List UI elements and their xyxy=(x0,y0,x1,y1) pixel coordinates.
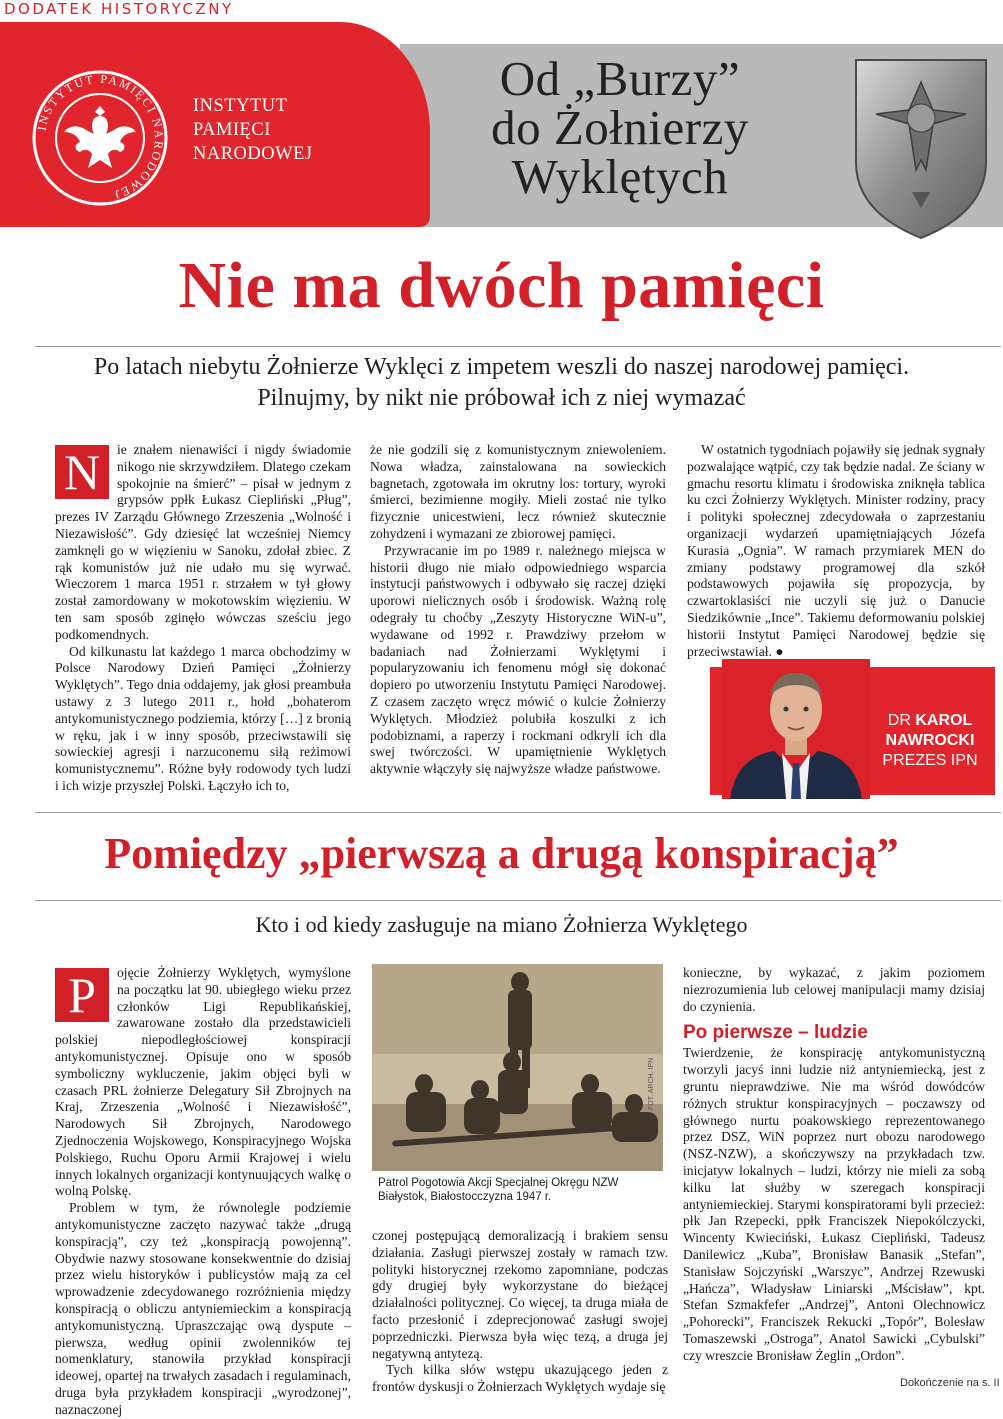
author-portrait-icon xyxy=(722,659,870,799)
photo-credit: FOT. ARCH. IPN xyxy=(648,1057,655,1110)
article1-lead-line: Pilnujmy, by nikt nie próbował ich z niej wymazać xyxy=(257,385,746,411)
paragraph: Przywracanie im po 1989 r. należnego miejsca w historii długo nie miało odpowiedniego wsparcia instytucji państwowych i odbywało się raczej dzięki uporowi nielicznych osób i środowisk. Ważną rolę odegrały tu choćby „Zeszyty Historyczne WiN-u”, wydawane od 1992 r. Prawdziwy przełom w badaniach nad Żołnierzami Wyklętymi i popularyzowaniu ich fenomenu mógł się dokonać dopiero po utworzeniu Instytutu Pamięci Narodowej. Z czasem zaczęto wręcz mówić o kulcie Żołnierzy Wyklętych. Młodzież polubiła koszulki z ich podobiznami, a raperzy i rockmani odkryli ich dla swej twórczości. W upamiętnienie Wyklętych aktywnie włączyły się najwyższe władze państwowe. xyxy=(370,542,666,777)
article1-headline: Nie ma dwóch pamięci xyxy=(178,249,825,322)
article2-subtitle: Kto i od kiedy zasługuje na miano Żołnierza Wyklętego xyxy=(255,912,748,937)
ipn-name-line: NARODOWEJ xyxy=(193,144,313,164)
paragraph: czonej postępującą demoralizacją i brakiem sensu działania. Zasługi pierwszej zostały w ramach tzw. polityki historycznej rzekomo zapomniane, podczas gdy drugiej były wykorzystane do bieżącej działalności politycznej. Co więcej, ta druga miała de facto przesłonić i zdeprecjonować zasługi swojej poprzedniczki. Pierwsza była więc tezą, a druga jej negatywną antytezą. xyxy=(372,1228,668,1361)
continuation-note: Dokończenie na s. II xyxy=(900,1377,1000,1389)
ipn-name xyxy=(193,94,313,166)
article1-lead-line: Po latach niebytu Żołnierze Wyklęci z impetem weszli do naszej narodowej pamięci. xyxy=(93,354,910,380)
supplement-label: DODATEK HISTORYCZNY xyxy=(4,0,234,18)
author-last-name: NAWROCKI xyxy=(885,732,975,749)
author-byline xyxy=(874,711,986,771)
supplement-title-line: Od „Burzy” xyxy=(499,51,741,106)
paragraph: ojęcie Żołnierzy Wyklętych, wymyślone na początku lat 90. ubiegłego wieku przez członków Ligi Republikańskiej, zawarowane zostało dla przedstawicieli polskiej niepodległościowej konspiracji antykomunistycznej. Opisuje ono w sposób symboliczny wykluczenie, jakim objęci byli w czasach PRL żołnierze Delegatury Sił Zbrojnych na Kraj, Zrzeszenia „Wolność i Niezawisłość”, Narodowych Sił Zbrojnych, Narodowego Zjednoczenia Wojskowego, Konspiracyjnego Wojska Polskiego, Ruchu Oporu Armii Krajowej i wielu innych lokalnych organizacji kontynuujących walkę o wolną Polskę. xyxy=(55,965,351,1199)
article1-column-3 xyxy=(687,442,985,660)
divider xyxy=(35,900,1001,901)
ipn-name-line: PAMIĘCI xyxy=(193,120,271,140)
anchor-cross-badge-icon xyxy=(846,52,996,242)
author-role: PREZES IPN xyxy=(882,752,978,769)
paragraph: Problem w tym, że równolegle podziemie antykomunistyczne zaczęto nazywać także „drugą konspiracją”, czy też „konspiracją powojenną”. Obydwie nazwy stosowane konsekwentnie do dzisiaj przez wielu historyków i publicystów mają za cel wprowadzenie zdecydowanego rozróżnienia między konspiracją o obliczu antyniemieckim a konspiracją antykomunistyczną. Upraszczając ową dyspute – pierwsza, według opinii zwolenników tej nomenklatury, stanowiła przykład konspiracji ideowej, opartej na trwałych zasadach i regulaminach, druga była przykładem konspiracji „wyrodzonej”, naznaczonej xyxy=(55,1200,351,1417)
paragraph: Od kilkunastu lat każdego 1 marca obchodzimy w Polsce Narodowy Dzień Pamięci „Żołnierzy Wyklętych”. Tego dnia oddajemy, jak głosi preambuła ustawy z 3 lutego 2011 r., hołd „bohaterom antykomunistycznego podziemia, którzy […] z bronią w ręku, jak i w inny sposób, przeciwstawili się sowieckiej agresji i narzuconemu siłą reżimowi komunistycznemu”. Różne były rodowody tych ludzi i ich wizje przyszłej Polski. Łączyło ich to, xyxy=(55,643,351,793)
masthead-banner xyxy=(0,22,1003,227)
divider xyxy=(35,812,1001,813)
article1-lead xyxy=(0,352,1003,414)
supplement-title xyxy=(420,51,820,204)
author-box xyxy=(710,667,995,795)
dropcap: N xyxy=(55,445,109,499)
article2-column-3 xyxy=(683,965,985,1365)
ipn-seal-icon xyxy=(30,68,170,208)
section-subhead: Po pierwsze – ludzie xyxy=(683,1022,868,1044)
article1-column-1 xyxy=(55,442,351,795)
paragraph: że nie godzili się z komunistycznym zniewoleniem. Nowa władza, zainstalowana na sowieckich bagnetach, zgotowała im okrutny los: tortury, wyroki śmierci, bezimienne mogiły. Mieli zostać nie tylko fizycznie unicestwieni, lecz również skutecznie zohydzeni i wymazani ze zbiorowej pamięci. xyxy=(370,442,666,541)
author-first-name: KAROL xyxy=(915,712,973,729)
divider xyxy=(35,346,1001,347)
paragraph: Twierdzenie, że konspirację antykomunistyczną tworzyli jacyś inni ludzie niż antyniemiecką, jest z gruntu nieprawdziwe. Nie ma wśród dowódców różnych struktur konspiracyjnych – poczawszy od głównego nurtu poakowskiego reprezentowanego przez DSZ, WiN poprzez nurt obozu narodowego (NSZ-NZW), a skończywszy na przykładach tzw. inicjatyw lokalnych – ludzi, którzy nie mieli za sobą kilku lat służby w szeregach konspiracji antyniemieckiej. Starymi konspiratorami byli przecież: płk Jan Rzepecki, ppłk Franciszek Niepokólczycki, Wincenty Kwieciński, Łukasz Ciepliński, Tadeusz Danilewicz „Kuba”, Bronisław Banasik „Stefan”, Stanisław Sojczyński „Warszyc”, Andrzej Rzewuski „Hańcza”, Władysław Liniarski „Mścisław”, kpt. Stefan Szmakfefer „Andrzej”, Antoni Olechnowicz „Pohorecki”, Franciszek Rekucki „Topór”, Bolesław Tomaszewski „Ostroga”, Anatol Sawicki „Cybulski” czy wreszcie Bronisław Żeglin „Ordon”. xyxy=(683,1045,985,1363)
paragraph: W ostatnich tygodniach pojawiły się jednak sygnały pozwalające wątpić, czy tak będzie nadal. Ze ściany w gmachu resortu klimatu i środowiska zniknęła tablica ku czci Żołnierzy Wyklętych. Minister rodziny, pracy i polityki społecznej zdecydowała o zaprzestaniu organizacji wydarzeń upamiętniających Józefa Kurasia „Ognia”. W ramach przymiarek MEN do zmiany podstawy programowej dla szkół podstawowych pojawiła się propozycja, by czwartoklasiści nie uczyli się już o Danucie Siedzikównie „Ince”. Takiemu deformowaniu polskiej historii Instytut Pamięci Narodowej będzie się przeciwstawiał. ● xyxy=(687,442,985,659)
article1-column-2 xyxy=(370,442,666,778)
photo-caption: Patrol Pogotowia Akcji Specjalnej Okręgu NZW Białystok, Białostocczyzna 1947 r. xyxy=(378,1177,619,1203)
paragraph: ie znałem nienawiści i nigdy świadomie nikogo nie skrzywdziłem. Dlatego czekam spokojnie na śmierć” – pisał w jednym z grypsów ppłk Łukasz Ciepliński „Pług”, prezes IV Zarządu Głównego Zrzeszenia „Wolność i Niezawisłość”. Gdy dziesięć lat wcześniej Niemcy zamknęli go w więzieniu w Sanoku, zdołał zbiec. Z rąk komunistów już nie udało mu się wyrwać. Wieczorem 1 marca 1951 r. strzałem w tył głowy został zamordowany w mokotowskim więzieniu. W ten sam sposób zginęło wówczas sześciu jego podkomendnych. xyxy=(55,442,351,642)
article2-headline: Pomiędzy „pierwszą a drugą konspiracją” xyxy=(104,829,899,878)
article2-column-1 xyxy=(55,965,351,1419)
paragraph: konieczne, by wykazać, z jakim poziomem niezrozumienia lub celowej manipulacji mamy dzisiaj do czynienia. xyxy=(683,965,985,1014)
dropcap: P xyxy=(55,968,109,1022)
patrol-photo xyxy=(372,964,663,1171)
supplement-title-line: Wyklętych xyxy=(511,149,729,204)
svg-text:INSTYTUT PAMIĘCI NARODOWEJ: INSTYTUT PAMIĘCI NARODOWEJ xyxy=(34,71,167,203)
supplement-title-line: do Żołnierzy xyxy=(491,100,749,155)
author-prefix: DR xyxy=(887,712,911,729)
ipn-name-line: INSTYTUT xyxy=(193,96,288,116)
article2-column-2 xyxy=(372,1228,668,1396)
paragraph: Tych kilka słów wstępu ukazującego jeden z frontów dyskusji o Żołnierzach Wyklętych wydaje się xyxy=(372,1362,668,1395)
